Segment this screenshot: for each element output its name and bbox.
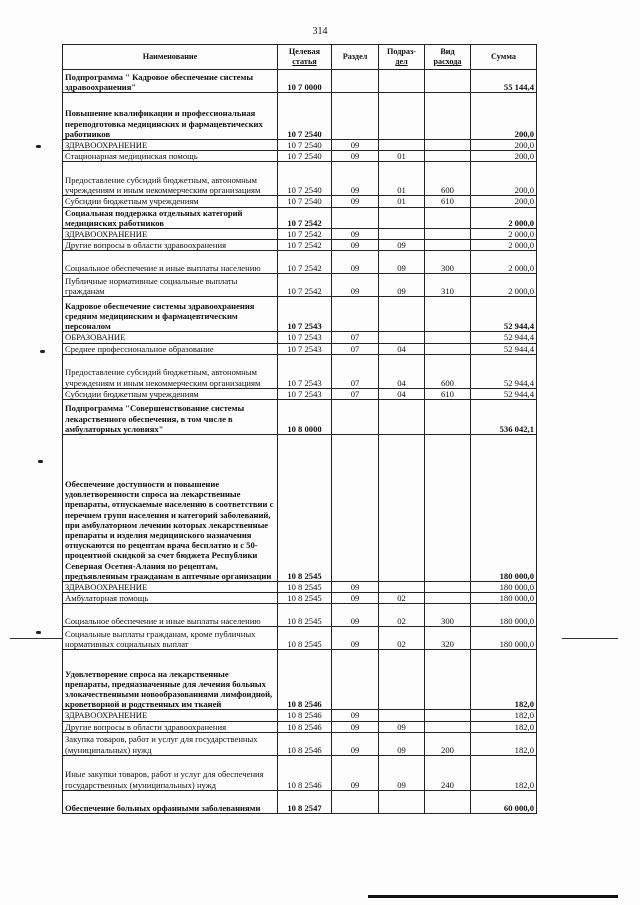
cell-name: Социальное обеспечение и иные выплаты населению: [63, 604, 278, 627]
cell-expense-type: 200: [425, 732, 471, 755]
cell-name: Подпрограмма " Кадровое обеспечение системы здравоохранения": [63, 70, 278, 93]
cell-sum: 200,0: [471, 151, 537, 162]
cell-name: Подпрограмма "Совершенствование системы лекарственного обеспечения, в том числе в амбулаторных условиях": [63, 400, 278, 435]
cell-subsection: 01: [379, 196, 425, 207]
cell-expense-type: [425, 240, 471, 251]
cell-sum: 2 000,0: [471, 207, 537, 228]
cell-name: Среднее профессиональное образование: [63, 343, 278, 354]
cell-sum: 180 000,0: [471, 435, 537, 582]
cell-expense-type: [425, 593, 471, 604]
cell-subsection: [379, 93, 425, 140]
cell-target-article: 10 8 2546: [278, 732, 332, 755]
cell-sum: 2 000,0: [471, 274, 537, 297]
cell-sum: 180 000,0: [471, 582, 537, 593]
table-row: [63, 140, 537, 151]
cell-expense-type: [425, 343, 471, 354]
table-row: [63, 721, 537, 732]
cell-name: Субсидии бюджетным учреждениям: [63, 388, 278, 399]
cell-expense-type: [425, 229, 471, 240]
cell-expense-type: [425, 721, 471, 732]
cell-section: [332, 400, 379, 435]
cell-section: 09: [332, 240, 379, 251]
cell-section: 09: [332, 710, 379, 721]
table-header-row: [63, 45, 537, 70]
table-row: [63, 354, 537, 388]
scan-line: [368, 895, 618, 898]
table-row: [63, 400, 537, 435]
cell-name: Субсидии бюджетным учреждениям: [63, 196, 278, 207]
cell-subsection: 04: [379, 388, 425, 399]
cell-expense-type: 600: [425, 354, 471, 388]
header-section: Раздел: [332, 45, 379, 70]
scan-mark: [40, 350, 45, 353]
cell-section: [332, 207, 379, 228]
table-row: [63, 93, 537, 140]
cell-sum: 52 944,4: [471, 343, 537, 354]
cell-sum: 2 000,0: [471, 229, 537, 240]
cell-subsection: 09: [379, 732, 425, 755]
cell-subsection: 02: [379, 604, 425, 627]
cell-subsection: [379, 229, 425, 240]
cell-name: Закупка товаров, работ и услуг для государственных (муниципальных) нужд: [63, 732, 278, 755]
header-name: Наименование: [63, 45, 278, 70]
cell-sum: 200,0: [471, 93, 537, 140]
cell-sum: 536 042,1: [471, 400, 537, 435]
cell-target-article: 10 7 2540: [278, 93, 332, 140]
table-row: [63, 388, 537, 399]
cell-target-article: 10 7 2543: [278, 343, 332, 354]
cell-expense-type: [425, 435, 471, 582]
budget-table: [62, 44, 537, 814]
cell-expense-type: [425, 297, 471, 332]
cell-sum: 52 944,4: [471, 388, 537, 399]
cell-section: 09: [332, 627, 379, 650]
cell-name: Иные закупки товаров, работ и услуг для обеспечения государственных (муниципальных) нужд: [63, 755, 278, 790]
table-body: [63, 70, 537, 814]
cell-sum: 52 944,4: [471, 332, 537, 343]
cell-subsection: 02: [379, 593, 425, 604]
cell-section: [332, 650, 379, 710]
cell-section: 07: [332, 388, 379, 399]
cell-subsection: [379, 140, 425, 151]
cell-section: [332, 297, 379, 332]
table-row: [63, 207, 537, 228]
cell-target-article: 10 7 2542: [278, 240, 332, 251]
cell-target-article: 10 7 0000: [278, 70, 332, 93]
table-row: [63, 229, 537, 240]
cell-expense-type: [425, 790, 471, 813]
cell-subsection: [379, 435, 425, 582]
cell-name: Публичные нормативные социальные выплаты гражданам: [63, 274, 278, 297]
cell-expense-type: [425, 650, 471, 710]
cell-subsection: [379, 790, 425, 813]
cell-target-article: 10 8 2545: [278, 627, 332, 650]
cell-section: 09: [332, 755, 379, 790]
table-row: [63, 650, 537, 710]
cell-target-article: 10 7 2540: [278, 151, 332, 162]
cell-expense-type: [425, 332, 471, 343]
cell-expense-type: [425, 400, 471, 435]
cell-name: Предоставление субсидий бюджетным, автономным учреждениям и иным некоммерческим организациям: [63, 354, 278, 388]
scan-line: [562, 638, 618, 639]
cell-sum: 2 000,0: [471, 251, 537, 274]
cell-name: ЗДРАВООХРАНЕНИЕ: [63, 582, 278, 593]
cell-expense-type: [425, 140, 471, 151]
cell-subsection: 09: [379, 240, 425, 251]
cell-name: Повышение квалификации и профессиональная переподготовка медицинских и фармацевтических работников: [63, 93, 278, 140]
cell-section: 09: [332, 196, 379, 207]
cell-section: 09: [332, 582, 379, 593]
cell-subsection: [379, 70, 425, 93]
header-target-article: Целевая статья: [278, 45, 332, 70]
table-row: [63, 297, 537, 332]
cell-expense-type: 240: [425, 755, 471, 790]
cell-expense-type: [425, 710, 471, 721]
header-sum: Сумма: [471, 45, 537, 70]
cell-target-article: 10 7 2543: [278, 332, 332, 343]
cell-sum: 52 944,4: [471, 297, 537, 332]
cell-section: 07: [332, 332, 379, 343]
table-row: [63, 627, 537, 650]
cell-sum: 182,0: [471, 755, 537, 790]
cell-name: Кадровое обеспечение системы здравоохранения средним медицинским и фармацевтическим персоналом: [63, 297, 278, 332]
table-row: [63, 755, 537, 790]
cell-sum: 182,0: [471, 650, 537, 710]
scan-mark: [36, 631, 41, 634]
cell-target-article: 10 8 2546: [278, 710, 332, 721]
cell-subsection: 01: [379, 162, 425, 196]
cell-section: 09: [332, 593, 379, 604]
cell-section: 09: [332, 732, 379, 755]
table-row: [63, 332, 537, 343]
cell-section: [332, 790, 379, 813]
cell-name: Социальное обеспечение и иные выплаты населению: [63, 251, 278, 274]
scan-mark: [36, 145, 41, 148]
cell-sum: 2 000,0: [471, 240, 537, 251]
cell-target-article: 10 7 2542: [278, 274, 332, 297]
cell-subsection: [379, 582, 425, 593]
cell-expense-type: 610: [425, 388, 471, 399]
cell-target-article: 10 8 2546: [278, 721, 332, 732]
table-row: [63, 274, 537, 297]
cell-name: ЗДРАВООХРАНЕНИЕ: [63, 229, 278, 240]
cell-name: ЗДРАВООХРАНЕНИЕ: [63, 140, 278, 151]
cell-sum: 200,0: [471, 196, 537, 207]
cell-name: Социальные выплаты гражданам, кроме публичных нормативных социальных выплат: [63, 627, 278, 650]
cell-name: Другие вопросы в области здравоохранения: [63, 240, 278, 251]
cell-sum: 180 000,0: [471, 593, 537, 604]
table-row: [63, 251, 537, 274]
cell-sum: 52 944,4: [471, 354, 537, 388]
cell-name: Амбулаторная помощь: [63, 593, 278, 604]
table-row: [63, 151, 537, 162]
cell-sum: 200,0: [471, 162, 537, 196]
cell-name: Удовлетворение спроса на лекарственные препараты, предназначенные для лечения больных злокачественными новообразованиями лимфоидной, кроветворной и родственных им тканей: [63, 650, 278, 710]
cell-expense-type: [425, 582, 471, 593]
cell-expense-type: 320: [425, 627, 471, 650]
cell-name: ОБРАЗОВАНИЕ: [63, 332, 278, 343]
cell-subsection: 09: [379, 755, 425, 790]
cell-name: Социальная поддержка отдельных категорий медицинских работников: [63, 207, 278, 228]
cell-target-article: 10 7 2542: [278, 229, 332, 240]
cell-subsection: 09: [379, 721, 425, 732]
cell-target-article: 10 8 2545: [278, 582, 332, 593]
cell-expense-type: 300: [425, 251, 471, 274]
table-row: [63, 70, 537, 93]
cell-target-article: 10 8 2546: [278, 755, 332, 790]
cell-name: ЗДРАВООХРАНЕНИЕ: [63, 710, 278, 721]
scan-line: [10, 638, 62, 639]
scan-mark: [38, 460, 43, 463]
cell-sum: 60 000,0: [471, 790, 537, 813]
cell-sum: 55 144,4: [471, 70, 537, 93]
cell-sum: 182,0: [471, 710, 537, 721]
cell-target-article: 10 8 2545: [278, 593, 332, 604]
cell-section: 09: [332, 274, 379, 297]
cell-section: 09: [332, 162, 379, 196]
cell-section: 09: [332, 151, 379, 162]
cell-target-article: 10 8 0000: [278, 400, 332, 435]
cell-target-article: 10 7 2543: [278, 388, 332, 399]
table-row: [63, 604, 537, 627]
cell-subsection: [379, 297, 425, 332]
cell-subsection: [379, 207, 425, 228]
cell-subsection: 04: [379, 343, 425, 354]
table-row: [63, 582, 537, 593]
cell-section: [332, 93, 379, 140]
cell-section: 09: [332, 604, 379, 627]
cell-section: 07: [332, 354, 379, 388]
cell-expense-type: 610: [425, 196, 471, 207]
cell-subsection: 02: [379, 627, 425, 650]
cell-expense-type: 310: [425, 274, 471, 297]
cell-expense-type: [425, 207, 471, 228]
cell-target-article: 10 8 2546: [278, 650, 332, 710]
cell-target-article: 10 8 2545: [278, 435, 332, 582]
cell-name: Обеспечение доступности и повышение удовлетворенности спроса на лекарственные препараты, отпускаемые населению в соответствии с перечнем групп населения и категорий заболеваний, при амбулаторном лечении которых лекарственные препараты и изделия медицинского назначения отпускаются по рецептам врача бесплатно и с 50-процентной скидкой за счет бюджета Республики Северная Осетия-Алания по рецептам, предъявленным гражданам в аптечные организации: [63, 435, 278, 582]
cell-sum: 182,0: [471, 732, 537, 755]
cell-target-article: 10 8 2547: [278, 790, 332, 813]
cell-target-article: 10 7 2540: [278, 196, 332, 207]
cell-expense-type: [425, 93, 471, 140]
cell-expense-type: [425, 70, 471, 93]
cell-name: Предоставление субсидий бюджетным, автономным учреждениям и иным некоммерческим организациям: [63, 162, 278, 196]
cell-subsection: 09: [379, 251, 425, 274]
table-row: [63, 732, 537, 755]
header-subsection: Подраз- дел: [379, 45, 425, 70]
table-row: [63, 196, 537, 207]
cell-subsection: 04: [379, 354, 425, 388]
table-row: [63, 343, 537, 354]
cell-subsection: [379, 400, 425, 435]
cell-subsection: 01: [379, 151, 425, 162]
cell-section: 09: [332, 229, 379, 240]
cell-subsection: 09: [379, 274, 425, 297]
cell-section: 09: [332, 251, 379, 274]
cell-expense-type: 300: [425, 604, 471, 627]
cell-expense-type: [425, 151, 471, 162]
cell-target-article: 10 7 2542: [278, 207, 332, 228]
table-row: [63, 710, 537, 721]
cell-sum: 182,0: [471, 721, 537, 732]
cell-sum: 180 000,0: [471, 604, 537, 627]
cell-section: 09: [332, 140, 379, 151]
header-expense-type: Вид расхода: [425, 45, 471, 70]
cell-section: 09: [332, 721, 379, 732]
cell-name: Обеспечение больных орфанными заболеваниями: [63, 790, 278, 813]
cell-sum: 200,0: [471, 140, 537, 151]
cell-name: Другие вопросы в области здравоохранения: [63, 721, 278, 732]
cell-expense-type: 600: [425, 162, 471, 196]
cell-target-article: 10 7 2540: [278, 162, 332, 196]
cell-target-article: 10 7 2543: [278, 297, 332, 332]
cell-target-article: 10 7 2543: [278, 354, 332, 388]
page-number: 314: [312, 26, 328, 37]
cell-section: [332, 435, 379, 582]
table-row: [63, 240, 537, 251]
table-row: [63, 162, 537, 196]
cell-subsection: [379, 650, 425, 710]
cell-target-article: 10 7 2540: [278, 140, 332, 151]
cell-target-article: 10 7 2542: [278, 251, 332, 274]
cell-section: 07: [332, 343, 379, 354]
cell-section: [332, 70, 379, 93]
cell-name: Стационарная медицинская помощь: [63, 151, 278, 162]
table-row: [63, 435, 537, 582]
table-row: [63, 790, 537, 813]
table-row: [63, 593, 537, 604]
cell-target-article: 10 8 2545: [278, 604, 332, 627]
cell-sum: 180 000,0: [471, 627, 537, 650]
cell-subsection: [379, 710, 425, 721]
cell-subsection: [379, 332, 425, 343]
